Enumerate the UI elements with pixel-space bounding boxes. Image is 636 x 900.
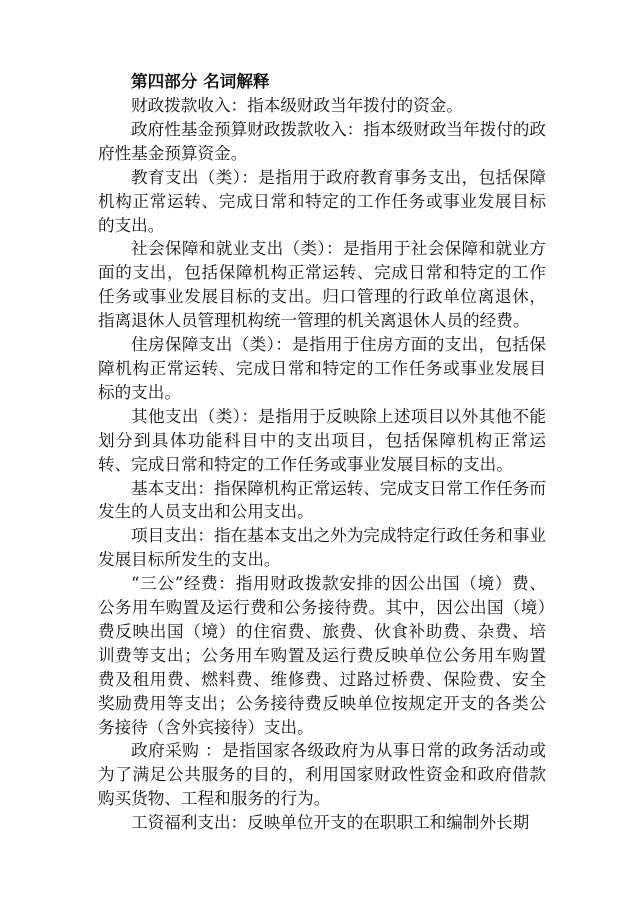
definition-housing-security-expenditure: 住房保障支出（类）：是指用于住房方面的支出，包括保障机构正常运转、完成日常和特定的工作任务或事业发展目标的支出。	[98, 335, 546, 402]
definition-fiscal-appropriation-income: 财政拨款收入：指本级财政当年拨付的资金。	[131, 96, 463, 115]
definition-project-expenditure: 项目支出：指在基本支出之外为完成特定行政任务和事业发展目标所发生的支出。	[98, 526, 546, 570]
definition-education-expenditure: 教育支出（类）：是指用于政府教育事务支出，包括保障机构正常运转、完成日常和特定的工作任务或事业发展目标的支出。	[98, 167, 546, 235]
definition-government-fund-appropriation-income: 政府性基金预算财政拨款收入：指本级财政当年拨付的政府性基金预算资金。	[98, 119, 546, 163]
section-title: 第四部分 名词解释	[131, 72, 270, 91]
definition-wage-welfare-expenditure: 工资福利支出：反映单位开支的在职职工和编制外长期	[131, 813, 530, 833]
definition-social-security-employment-expenditure: 社会保障和就业支出（类）：是指用于社会保障和就业方面的支出，包括保障机构正常运转、完成日常和特定的工作任务或事业发展目标的支出。归口管理的行政单位离退休，指离退休人员管理机构统一管理的机关离退休人员的经费。	[98, 239, 546, 331]
definition-three-public-expenses: “三公”经费：指用财政拨款安排的因公出国（境）费、公务用车购置及运行费和公务接待费。其中，因公出国（境）费反映出国（境）的住宿费、旅费、伙食补助费、杂费、培训费等支出；公务用车购置及运行费反映单位公务用车购置费及租用费、燃料费、维修费、过路过桥费、保险费、安全奖励费用等支出；公务接待费反映单位按规定开支的各类公务接待（含外宾接待）支出。	[98, 574, 546, 737]
definition-other-expenditure: 其他支出（类）：是指用于反映除上述项目以外其他不能划分到具体功能科目中的支出项目，包括保障机构正常运转、完成日常和特定的工作任务或事业发展目标的支出。	[98, 406, 546, 474]
definition-basic-expenditure: 基本支出：指保障机构正常运转、完成支日常工作任务而发生的人员支出和公用支出。	[98, 478, 546, 522]
definition-government-procurement: 政府采购 ：是指国家各级政府为从事日常的政务活动或为了满足公共服务的目的，利用国家财政性资金和政府借款购买货物、工程和服务的行为。	[98, 741, 546, 809]
document-page	[98, 70, 546, 835]
